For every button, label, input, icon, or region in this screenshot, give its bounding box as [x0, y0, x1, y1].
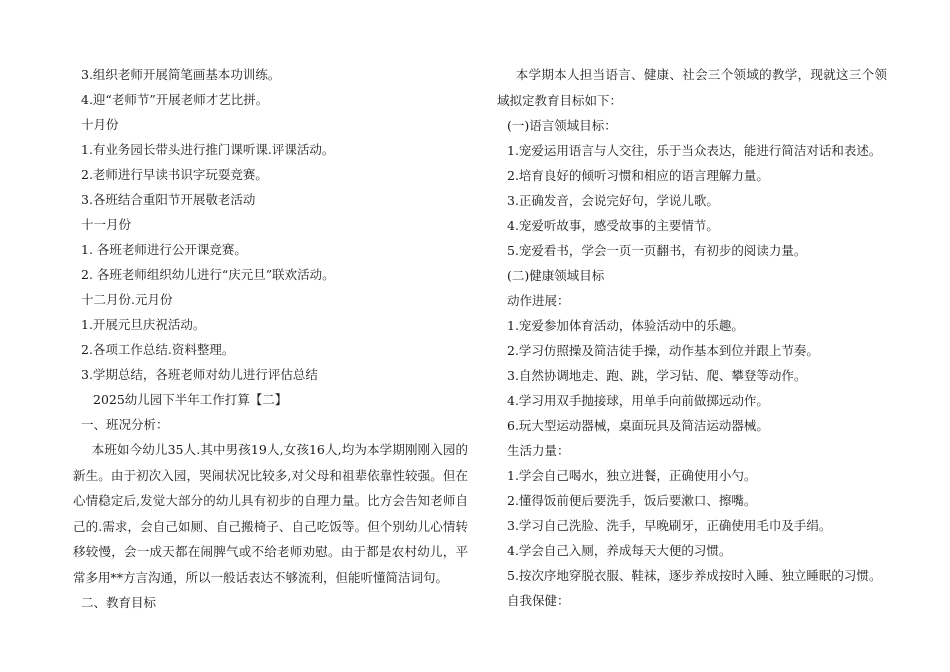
subsection-heading: (二)健康领域目标 — [507, 268, 605, 283]
text-line: 2.老师进行早读书识字玩耍竞赛。 — [81, 167, 268, 182]
text-line: 3.学期总结，各班老师对幼儿进行评估总结 — [81, 367, 318, 382]
subsection-heading: 生活力量： — [507, 443, 570, 458]
text-line: 3.组织老师开展简笔画基本功训练。 — [81, 67, 281, 82]
text-line: 2. 各班老师组织幼儿进行“庆元旦”联欢活动。 — [81, 267, 335, 282]
text-line: 2.培育良好的倾听习惯和相应的语言理解力量。 — [507, 168, 769, 183]
intro-paragraph: 本学期本人担当语言、健康、社会三个领域的教学，现就这三个领域拟定教育目标如下： — [497, 67, 887, 108]
text-line: 4.学会自己入厕，养成每天大便的习惯。 — [507, 543, 732, 558]
text-line: 4.宠爱听故事，感受故事的主要情节。 — [507, 218, 719, 233]
text-line: 1.宠爱参加体育活动，体验活动中的乐趣。 — [507, 318, 744, 333]
text-line: 2.懂得饭前便后要洗手，饭后要漱口、擦嘴。 — [507, 493, 757, 508]
text-line: 2.各项工作总结.资料整理。 — [81, 342, 235, 357]
month-heading: 十月份 — [81, 117, 119, 132]
text-line: 6.玩大型运动器械，桌面玩具及简洁运动器械。 — [507, 418, 769, 433]
subsection-heading: 自我保健： — [507, 593, 570, 608]
subsection-heading: (一)语言领域目标： — [507, 118, 617, 133]
month-heading: 十二月份.元月份 — [81, 292, 173, 307]
text-line: 1.宠爱运用语言与人交往，乐于当众表达，能进行简洁对话和表述。 — [507, 143, 882, 158]
class-analysis-paragraph: 本班如今幼儿35人.其中男孩19人,女孩16人,均为本学期刚刚入园的新生。由于初次入园，哭闹状况比较多,对父母和祖辈依靠性较强。但在心情稳定后,发觉大部分的幼儿具有初步的自理力量。比方会告知老师自己的.需求，会自己如厕、自己搬椅子、自己吃饭等。但个别幼儿心情转移较慢，会一成天都在闹脾气或不给老师劝慰。由于都是农村幼儿，平常多用**方言沟通，所以一般话表达不够流利，但能听懂简洁词句。 — [73, 442, 468, 585]
month-heading: 十一月份 — [81, 217, 132, 232]
section-heading: 一、班况分析： — [81, 417, 169, 432]
text-line: 1.有业务园长带头进行推门课听课.评课活动。 — [81, 142, 335, 157]
text-line: 5.宠爱看书，学会一页一页翻书，有初步的阅读力量。 — [507, 243, 807, 258]
text-line: 3.各班结合重阳节开展敬老活动 — [81, 192, 256, 207]
text-line: 1. 各班老师进行公开课竞赛。 — [81, 242, 247, 257]
text-line: 3.自然协调地走、跑、跳，学习钻、爬、攀登等动作。 — [507, 368, 807, 383]
text-line: 3.正确发音，会说完好句，学说儿歌。 — [507, 193, 719, 208]
text-line: 5.按次序地穿脱衣服、鞋袜，逐步养成按时入睡、独立睡眠的习惯。 — [507, 568, 882, 583]
text-line: 2.学习仿照操及简洁徒手操，动作基本到位并跟上节奏。 — [507, 343, 819, 358]
text-line: 4.学习用双手抛接球，用单手向前做掷远动作。 — [507, 393, 769, 408]
text-line: 1.开展元旦庆祝活动。 — [81, 317, 206, 332]
subsection-heading: 动作进展： — [507, 293, 570, 308]
right-column — [497, 62, 887, 613]
text-line: 3.学习自己洗脸、洗手，早晚刷牙，正确使用毛巾及手绢。 — [507, 518, 832, 533]
section-heading: 二、教育目标 — [81, 595, 157, 610]
text-line: 1.学会自己喝水，独立进餐，正确使用小勺。 — [507, 468, 757, 483]
text-line: 4.迎“老师节”开展老师才艺比拼。 — [81, 92, 269, 107]
section-title: 2025幼儿园下半年工作打算【二】 — [93, 392, 288, 407]
left-column — [73, 62, 468, 615]
